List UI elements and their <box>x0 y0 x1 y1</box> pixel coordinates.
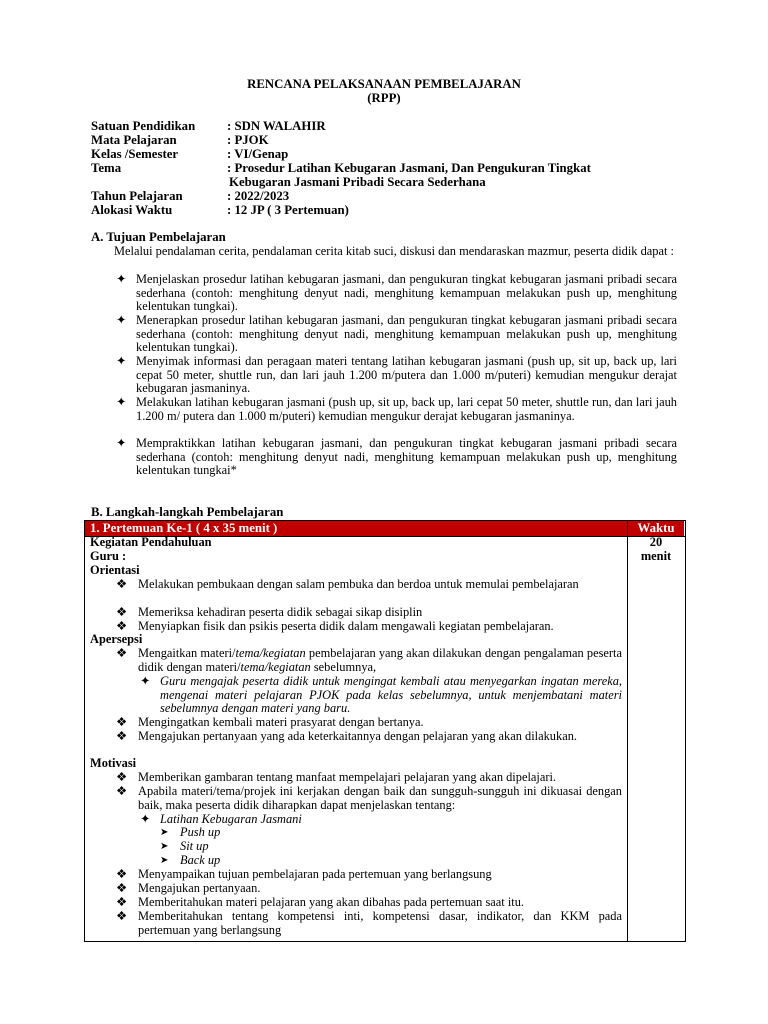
cross-bullet-icon: ✦ <box>116 354 127 368</box>
identity-label: Mata Pelajaran <box>91 133 177 147</box>
document-title: RENCANA PELAKSANAAN PEMBELAJARAN <box>247 77 521 91</box>
table-header-time: Waktu <box>628 521 684 536</box>
cross-bullet-icon: ✦ <box>116 436 127 450</box>
motivasi-label: Motivasi <box>90 756 137 770</box>
diamond-bullet-icon: ❖ <box>116 729 128 743</box>
section-b-heading: B. Langkah-langkah Pembelajaran <box>91 505 284 519</box>
kegiatan-label: Kegiatan Pendahuluan <box>90 535 212 549</box>
section-a-heading: A. Tujuan Pembelajaran <box>91 230 226 244</box>
diamond-bullet-icon: ❖ <box>116 646 128 660</box>
identity-label: Alokasi Waktu <box>91 203 173 217</box>
identity-value: : VI/Genap <box>227 147 289 161</box>
diamond-bullet-icon: ❖ <box>116 605 128 619</box>
cross-bullet-icon: ✦ <box>116 313 127 327</box>
identity-label: Tema <box>91 161 122 175</box>
arrow-bullet-icon: ➤ <box>160 827 169 838</box>
identity-label: Kelas /Semester <box>91 147 179 161</box>
diamond-bullet-icon: ❖ <box>116 577 128 591</box>
diamond-bullet-icon: ❖ <box>116 784 128 798</box>
diamond-bullet-icon: ❖ <box>116 770 128 784</box>
cross-bullet-icon: ✦ <box>140 674 151 688</box>
diamond-bullet-icon: ❖ <box>116 715 128 729</box>
cross-bullet-icon: ✦ <box>140 812 151 826</box>
identity-label: Tahun Pelajaran <box>91 189 183 203</box>
section-a-intro: Melalui pendalaman cerita, pendalaman cerita kitab suci, diskusi dan mendaraskan mazmur, peserta didik dapat : <box>114 244 674 258</box>
identity-value: : PJOK <box>227 133 269 147</box>
table-header-meeting: 1. Pertemuan Ke-1 ( 4 x 35 menit ) <box>85 521 627 536</box>
diamond-bullet-icon: ❖ <box>116 867 128 881</box>
identity-value: : 2022/2023 <box>227 189 290 203</box>
orientasi-label: Orientasi <box>90 563 140 577</box>
diamond-bullet-icon: ❖ <box>116 881 128 895</box>
guru-label: Guru : <box>90 549 127 563</box>
identity-value: : 12 JP ( 3 Pertemuan) <box>227 203 349 217</box>
time-unit: menit <box>640 549 672 563</box>
arrow-bullet-icon: ➤ <box>160 841 169 852</box>
diamond-bullet-icon: ❖ <box>116 909 128 923</box>
cross-bullet-icon: ✦ <box>116 395 127 409</box>
identity-value: Kebugaran Jasmani Pribadi Secara Sederhana <box>229 175 486 189</box>
diamond-bullet-icon: ❖ <box>116 895 128 909</box>
diamond-bullet-icon: ❖ <box>116 619 128 633</box>
table-divider <box>627 520 628 941</box>
identity-label: Satuan Pendidikan <box>91 119 196 133</box>
identity-value: : SDN WALAHIR <box>227 119 326 133</box>
time-value: 20 <box>649 535 663 549</box>
identity-value: : Prosedur Latihan Kebugaran Jasmani, Dan Pengukuran Tingkat <box>227 161 591 175</box>
apersepsi-label: Apersepsi <box>90 632 143 646</box>
document-subtitle: (RPP) <box>367 91 401 105</box>
cross-bullet-icon: ✦ <box>116 272 127 286</box>
arrow-bullet-icon: ➤ <box>160 855 169 866</box>
